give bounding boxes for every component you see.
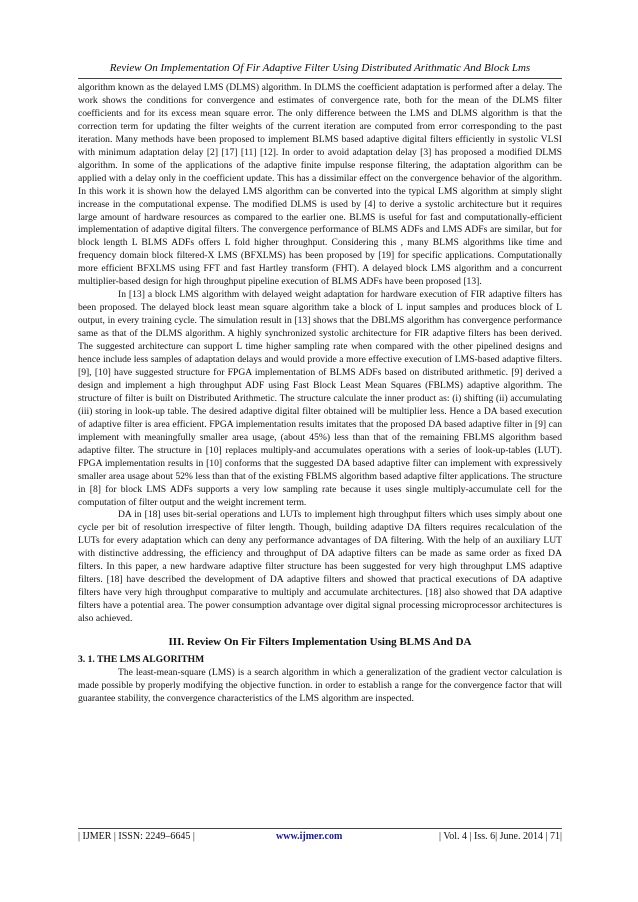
running-header: Review On Implementation Of Fir Adaptive Filter Using Distributed Arithmatic And Block Lms [109,62,531,74]
article-body [78,82,562,706]
body-paragraph: algorithm known as the delayed LMS (DLMS) algorithm. In DLMS the coefficient adaptation is performed after a delay. The work shows the conditions for convergence and estimates of convergence rate, both for the mean of the DLMS filter coefficients and for its excess mean square error. The only difference between the LMS and DLMS algorithm is that the correction term for updating the filter weights of the current iteration are computed from error corresponding to the past iteration. Many methods have been proposed to implement BLMS based adaptive digital filters efficiently in systolic VLSI with minimum adaptation delay [2] [17] [11] [12]. In order to avoid adaptation delay [3] has proposed a modified DLMS algorithm. In some of the applications of the adaptive finite impulse response filtering, the adaptation algorithm can be applied with a delay only in the coefficient update. This has a dissimilar effect on the convergence behavior of the algorithm. In this work it is shown how the delayed LMS algorithm can be converted into the typical LMS algorithm at simply slight increase in the computational expense. The modified DLMS is used by [4] to derive a systolic architecture but it requires large amount of hardware resources as compared to the earlier one. BLMS is useful for fast and computationally-efficient implementation of adaptive digital filters. The convergence performance of BLMS ADFs and LMS ADFs are similar, but for block length L BLMS ADFs offers L fold higher throughput. Considering this , many BLMS algorithms like time and frequency domain block filtered-X LMS (BFXLMS) has been proposed by [19] for specific applications. Computationally more efficient BFXLMS using FFT and fast Hartley transform (FHT). A delayed block LMS algorithm and a concurrent multiplier-based design for high throughput pipeline execution of BLMS ADFs have been proposed [13]. [78,82,562,288]
header-divider [78,78,562,79]
body-paragraph: The least-mean-square (LMS) is a search algorithm in which a generalization of the gradient vector calculation is made possible by properly modifying the objective function. in order to establish a range for the convergence factor that will guarantee stability, the convergence characteristics of the LMS algorithm are inspected. [78,666,562,704]
footer-journal-issn: | IJMER | ISSN: 2249–6645 | [78,831,195,842]
section-heading: III. Review On Fir Filters Implementation Using BLMS And DA [168,636,472,649]
subsection-heading: 3. 1. THE LMS ALGORITHM [78,653,205,665]
footer-website-link[interactable]: www.ijmer.com [276,831,343,842]
footer-volume-page: | Vol. 4 | Iss. 6| June. 2014 | 71| [439,831,562,842]
body-paragraph: DA in [18] uses bit-serial operations and LUTs to implement high throughput filters which uses simply about one cycle per bit of resolution irrespective of filter length. Though, building adaptive DA filters requires recalculation of the LUTs for every adaptation which can deny any performance advantages of DA filtering. With the help of an auxiliary LUT with distinctive addressing, the efficiency and throughput of DA adaptive filters can be made as same order as fixed DA filters. In this paper, a new hardware adaptive filter structure has been suggested for very high throughput LMS adaptive filters. [18] have described the development of DA adaptive filters and showed that practical executions of DA adaptive filters have very high throughput comparative to multiply and accumulate architectures. [18] also showed that DA adaptive filters have a potential area. The power consumption advantage over digital signal processing microprocessor architectures is also achieved. [78,509,562,625]
footer-divider [78,828,562,829]
body-paragraph: In [13] a block LMS algorithm with delayed weight adaptation for hardware execution of FIR adaptive filters has been proposed. The delayed block least mean square algorithm take a block of L input samples and produces block of L output, in every training cycle. The simulation result in [13] shows that the DBLMS algorithm has convergence performance same as that of the DLMS algorithm. A highly synchronized systolic architecture for FIR adaptive filters has been derived. The suggested architecture can support L time higher sampling rate when compared with the other pipelined designs and hence include less samples of adaptation delays and would provide a more effective execution of LMS-based adaptive filters. [9], [10] have suggested structure for FPGA implementation of BLMS ADFs based on distributed arithmetic. [9] derived a design and implement a high throughput ADF using Fast Block Least Mean Squares (FBLMS) adaptive algorithm. The structure of filter is built on Distributed Arithmetic. The structure calculate the inner product as: (i) shifting (ii) accumulating (iii) storing in look-up table. The desired adaptive digital filter obtained will be multiplier less. Hence a DA based execution of adaptive filter is area efficient. FPGA implementation results imitates that the proposed DA based adaptive filter in [9] can implement with meaningfully smaller area usage, (about 45%) less than that of the remaining FBLMS algorithm based adaptive filter. The structure in [10] replaces multiply-and accumulates operations with a series of look-up-tables (LUT). FPGA implementation results in [10] conforms that the suggested DA based adaptive filter can implement with expressively smaller area usage about 52% less than that of the existing FBLMS algorithm based adaptive filter applications. The structure in [8] for block LMS ADFs supports a very low sampling rate because it uses single multiply-accumulate cell for the computation of filter output and the weight increment term. [78,289,562,508]
